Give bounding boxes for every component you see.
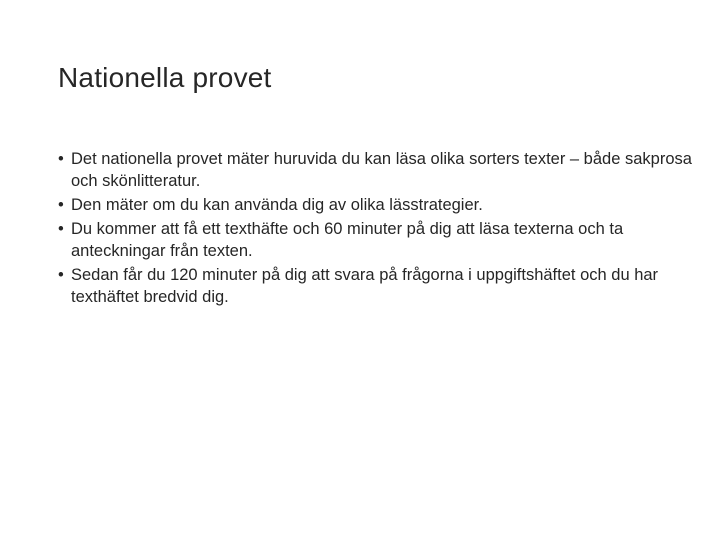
bullet-icon: • — [58, 220, 64, 238]
bullet-icon: • — [58, 266, 64, 284]
slide-title: Nationella provet — [58, 62, 272, 93]
bullet-item — [58, 148, 698, 192]
bullet-icon: • — [58, 196, 64, 214]
bullet-item — [58, 218, 698, 262]
bullet-text: Det nationella provet mäter huruvida du kan läsa olika sorters texter – både sakprosa och skönlitteratur. — [71, 150, 692, 190]
bullet-icon: • — [58, 150, 64, 168]
bullet-list — [58, 148, 698, 310]
bullet-text: Du kommer att få ett texthäfte och 60 minuter på dig att läsa texterna och ta anteckningar från texten. — [71, 220, 624, 260]
bullet-text: Sedan får du 120 minuter på dig att svara på frågorna i uppgiftshäftet och du har texthäftet bredvid dig. — [71, 266, 659, 306]
bullet-item — [58, 264, 698, 308]
bullet-text: Den mäter om du kan använda dig av olika lässtrategier. — [71, 196, 483, 214]
bullet-item — [58, 194, 698, 216]
